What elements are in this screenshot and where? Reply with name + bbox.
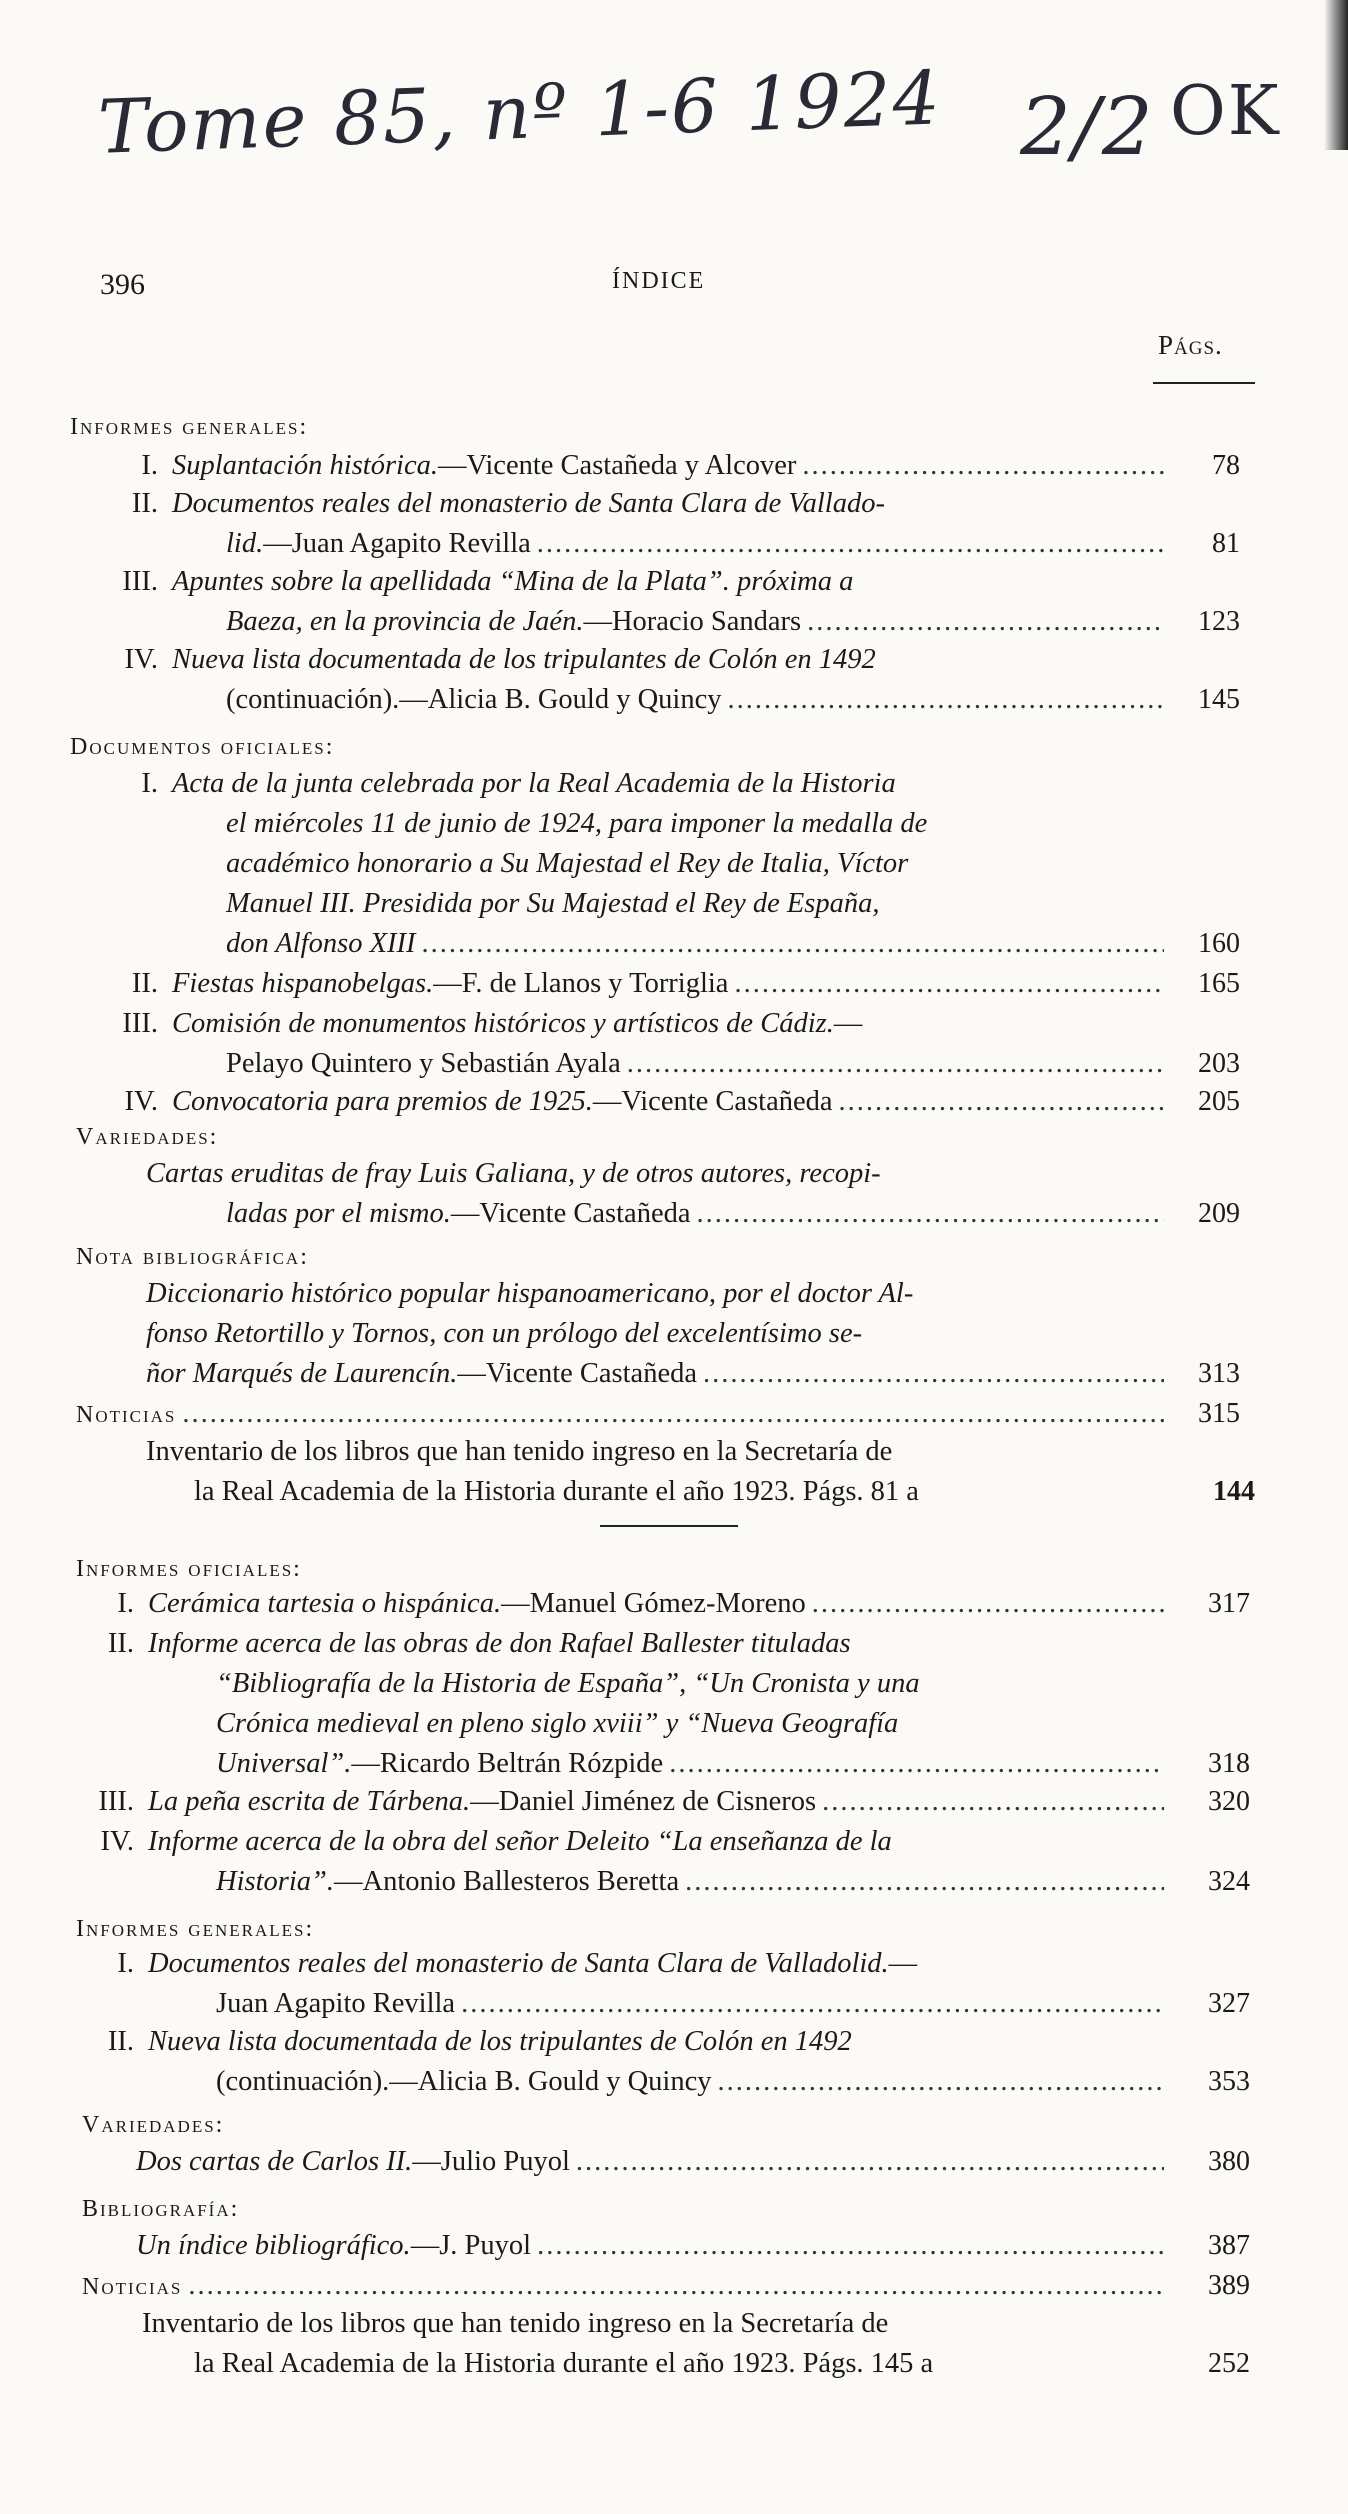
- entry-page: 205: [1198, 1086, 1240, 1117]
- leader-dots: [182, 1394, 1164, 1434]
- toc-entry[interactable]: [70, 1624, 1170, 1664]
- section-heading: Documentos oficiales:: [70, 734, 335, 760]
- leader-dots: [822, 1782, 1164, 1822]
- toc-entry[interactable]: [136, 2142, 1170, 2182]
- entry-page: 252: [1208, 2348, 1250, 2379]
- entry-page: 318: [1208, 1748, 1250, 1779]
- entry-number: I.: [141, 450, 158, 481]
- entry-page: 380: [1208, 2146, 1250, 2177]
- leader-dots: [461, 1984, 1164, 2024]
- entry-page: 123: [1198, 606, 1240, 637]
- entry-author: —Juan Agapito Revilla: [263, 528, 531, 559]
- entry-page: 387: [1208, 2230, 1250, 2261]
- pages-column-label: Págs.: [1158, 330, 1223, 360]
- section-heading: Informes generales:: [76, 1916, 315, 1942]
- entry-author: —F. de Llanos y Torriglia: [433, 968, 729, 999]
- leader-dots: [537, 2226, 1164, 2266]
- entry-page: 327: [1208, 1988, 1250, 2019]
- toc-entry[interactable]: [76, 1394, 1170, 1434]
- entry-page: 324: [1208, 1866, 1250, 1897]
- toc-entry[interactable]: [70, 1944, 1170, 1984]
- entry-page: 389: [1208, 2270, 1250, 2301]
- section-heading: Nota bibliográfica:: [76, 1244, 309, 1270]
- section-divider: [600, 1525, 738, 1527]
- entry-page: 203: [1198, 1048, 1240, 1079]
- toc-entry[interactable]: [100, 640, 1170, 680]
- entry-author: —Vicente Castañeda y Alcover: [438, 450, 797, 481]
- entry-title: Cerámica tartesia o hispánica.: [148, 1588, 502, 1619]
- toc-entry-continuation: Inventario de los libros que han tenido ingreso en la Secretaría de: [142, 2308, 889, 2339]
- handwritten-annotation: Tome 85, nº 1-6 1924: [96, 55, 944, 171]
- toc-entry[interactable]: [70, 1822, 1170, 1862]
- entry-title: Baeza, en la provincia de Jaén.: [226, 606, 584, 637]
- toc-entry-continuation: [226, 1194, 1170, 1234]
- leader-dots: [717, 2062, 1164, 2102]
- entry-title: Comisión de monumentos históricos y artísticos de Cádiz.: [172, 1008, 834, 1039]
- entry-page: 165: [1198, 968, 1240, 999]
- entry-page: 144: [1213, 1476, 1255, 1507]
- section-heading: Variedades:: [82, 2112, 225, 2138]
- leader-dots: [727, 680, 1164, 720]
- leader-dots: [669, 1744, 1164, 1784]
- section-heading: Variedades:: [76, 1124, 219, 1150]
- leader-dots: [188, 2266, 1164, 2306]
- entry-author: (continuación).—Alicia B. Gould y Quincy: [216, 2066, 712, 2097]
- entry-author: —Daniel Jiménez de Cisneros: [470, 1786, 817, 1817]
- section-heading: Noticias: [76, 1402, 177, 1428]
- entry-title: Acta de la junta celebrada por la Real Academia de la Historia: [172, 768, 896, 799]
- entry-page: 317: [1208, 1588, 1250, 1619]
- leader-dots: [703, 1354, 1164, 1394]
- entry-author: —Vicente Castañeda: [457, 1358, 698, 1389]
- toc-entry-continuation: la Real Academia de la Historia durante el año 1923. Págs. 145 a: [194, 2348, 934, 2379]
- section-heading: Bibliografía:: [82, 2196, 240, 2222]
- entry-title: Nueva lista documentada de los tripulantes de Colón en 1492: [148, 2026, 852, 2057]
- leader-dots: [839, 1082, 1164, 1122]
- entry-author: —Antonio Ballesteros Beretta: [334, 1866, 680, 1897]
- leader-dots: [697, 1194, 1165, 1234]
- toc-entry-continuation: “Bibliografía de la Historia de España”, “Un Cronista y una: [216, 1668, 920, 1699]
- leader-dots: [627, 1044, 1164, 1084]
- entry-title: lid.: [226, 528, 264, 559]
- toc-entry[interactable]: [70, 1584, 1170, 1624]
- entry-title: Suplantación histórica.: [172, 450, 438, 481]
- entry-author: —Vicente Castañeda: [450, 1198, 691, 1229]
- toc-entry[interactable]: Diccionario histórico popular hispanoamericano, por el doctor Al-: [146, 1278, 914, 1309]
- leader-dots: [807, 602, 1164, 642]
- toc-entry-continuation: [216, 2062, 1170, 2102]
- entry-number: III.: [98, 1786, 134, 1817]
- toc-entry[interactable]: [82, 2266, 1170, 2306]
- toc-entry-continuation: [216, 1984, 1170, 2024]
- page-edge-shadow: [1324, 0, 1348, 150]
- entry-page: 78: [1212, 450, 1240, 481]
- entry-author: —J. Puyol: [410, 2230, 532, 2261]
- toc-entry[interactable]: [100, 764, 1170, 804]
- entry-number: IV.: [100, 1826, 134, 1857]
- entry-title: Universal”.: [216, 1748, 352, 1779]
- entry-dash: —: [833, 1008, 863, 1039]
- entry-title: Un índice bibliográfico.: [136, 2230, 411, 2261]
- entry-author: —Ricardo Beltrán Rózpide: [351, 1748, 664, 1779]
- entry-number: III.: [122, 1008, 158, 1039]
- entry-title: don Alfonso XIII: [226, 928, 416, 959]
- toc-entry-continuation: [226, 1044, 1170, 1084]
- entry-author: (continuación).—Alicia B. Gould y Quincy: [226, 684, 722, 715]
- entry-title: Fiestas hispanobelgas.: [172, 968, 434, 999]
- handwritten-ok: OK: [1170, 72, 1281, 151]
- section-heading: Informes oficiales:: [76, 1556, 302, 1582]
- toc-entry[interactable]: Cartas eruditas de fray Luis Galiana, y de otros autores, recopi-: [146, 1158, 881, 1189]
- entry-title: Historia”.: [216, 1866, 334, 1897]
- entry-title: ladas por el mismo.: [226, 1198, 451, 1229]
- entry-page: 315: [1198, 1398, 1240, 1429]
- entry-title: Informe acerca de la obra del señor Deleito “La enseñanza de la: [148, 1826, 892, 1857]
- toc-entry-continuation: el miércoles 11 de junio de 1924, para imponer la medalla de: [226, 808, 928, 839]
- entry-title: Convocatoria para premios de 1925.: [172, 1086, 593, 1117]
- handwritten-fraction: 2/2: [1020, 80, 1155, 173]
- leader-dots: [734, 964, 1164, 1004]
- entry-title: Nueva lista documentada de los tripulantes de Colón en 1492: [172, 644, 876, 675]
- entry-title: La peña escrita de Tárbena.: [148, 1786, 471, 1817]
- toc-entry-continuation: Inventario de los libros que han tenido ingreso en la Secretaría de: [146, 1436, 893, 1467]
- toc-entry-continuation: Crónica medieval en pleno siglo xviii” y “Nueva Geografía: [216, 1708, 899, 1739]
- toc-entry[interactable]: [100, 964, 1170, 1004]
- entry-page: 81: [1212, 528, 1240, 559]
- toc-entry-continuation: Manuel III. Presidida por Su Majestad el Rey de España,: [226, 888, 880, 919]
- entry-author: Pelayo Quintero y Sebastián Ayala: [226, 1048, 621, 1079]
- entry-number: II.: [107, 1628, 134, 1659]
- entry-number: I.: [117, 1588, 134, 1619]
- leader-dots: [537, 524, 1164, 564]
- entry-page: 160: [1198, 928, 1240, 959]
- entry-title: Documentos reales del monasterio de Santa Clara de Valladolid.: [148, 1948, 889, 1979]
- toc-entry[interactable]: [136, 2226, 1170, 2266]
- entry-number: III.: [122, 566, 158, 597]
- entry-title: Dos cartas de Carlos II.: [136, 2146, 413, 2177]
- toc-entry-continuation: [216, 1744, 1170, 1784]
- entry-number: IV.: [124, 1086, 158, 1117]
- toc-entry[interactable]: [100, 1082, 1170, 1122]
- entry-page: 320: [1208, 1786, 1250, 1817]
- leader-dots: [802, 446, 1164, 486]
- section-heading: Noticias: [82, 2274, 183, 2300]
- entry-number: I.: [141, 768, 158, 799]
- toc-entry[interactable]: [70, 1782, 1170, 1822]
- leader-dots: [812, 1584, 1164, 1624]
- entry-page: 209: [1198, 1198, 1240, 1229]
- toc-entry-continuation: [226, 602, 1170, 642]
- toc-entry[interactable]: [70, 2022, 1170, 2062]
- entry-author: —Horacio Sandars: [583, 606, 802, 637]
- entry-page: 313: [1198, 1358, 1240, 1389]
- entry-page: 145: [1198, 684, 1240, 715]
- entry-author: —Julio Puyol: [412, 2146, 570, 2177]
- entry-number: II.: [107, 2026, 134, 2057]
- page-number: 396: [100, 268, 145, 301]
- toc-entry[interactable]: [100, 562, 1170, 602]
- entry-title: ñor Marqués de Laurencín.: [146, 1358, 458, 1389]
- toc-entry[interactable]: [100, 1004, 1170, 1044]
- pages-label-underline: [1153, 382, 1255, 384]
- leader-dots: [685, 1862, 1164, 1902]
- entry-page: 353: [1208, 2066, 1250, 2097]
- section-heading: Informes generales:: [70, 414, 309, 440]
- entry-number: II.: [131, 968, 158, 999]
- page-title: ÍNDICE: [612, 268, 706, 294]
- entry-title: Informe acerca de las obras de don Rafael Ballester tituladas: [148, 1628, 851, 1659]
- entry-author: Juan Agapito Revilla: [216, 1988, 456, 2019]
- entry-author: —Vicente Castañeda: [592, 1086, 833, 1117]
- toc-entry-continuation: [146, 1354, 1170, 1394]
- entry-number: II.: [131, 488, 158, 519]
- entry-dash: —: [888, 1948, 918, 1979]
- toc-entry-continuation: [216, 1862, 1170, 1902]
- toc-entry-continuation: [226, 680, 1170, 720]
- entry-author: —Manuel Gómez-Moreno: [501, 1588, 806, 1619]
- toc-entry[interactable]: [100, 446, 1170, 486]
- leader-dots: [421, 924, 1164, 964]
- entry-number: IV.: [124, 644, 158, 675]
- entry-number: I.: [117, 1948, 134, 1979]
- toc-entry-continuation: [226, 924, 1170, 964]
- toc-entry-continuation: la Real Academia de la Historia durante el año 1923. Págs. 81 a: [194, 1476, 919, 1507]
- toc-entry-continuation: académico honorario a Su Majestad el Rey de Italia, Víctor: [226, 848, 909, 879]
- toc-entry-continuation: fonso Retortillo y Tornos, con un prólogo del excelentísimo se-: [146, 1318, 863, 1349]
- entry-title: Documentos reales del monasterio de Santa Clara de Vallado-: [172, 488, 885, 519]
- leader-dots: [576, 2142, 1164, 2182]
- entry-title: Apuntes sobre la apellidada “Mina de la Plata”. próxima a: [172, 566, 854, 597]
- toc-entry[interactable]: [100, 484, 1170, 524]
- toc-entry-continuation: [226, 524, 1170, 564]
